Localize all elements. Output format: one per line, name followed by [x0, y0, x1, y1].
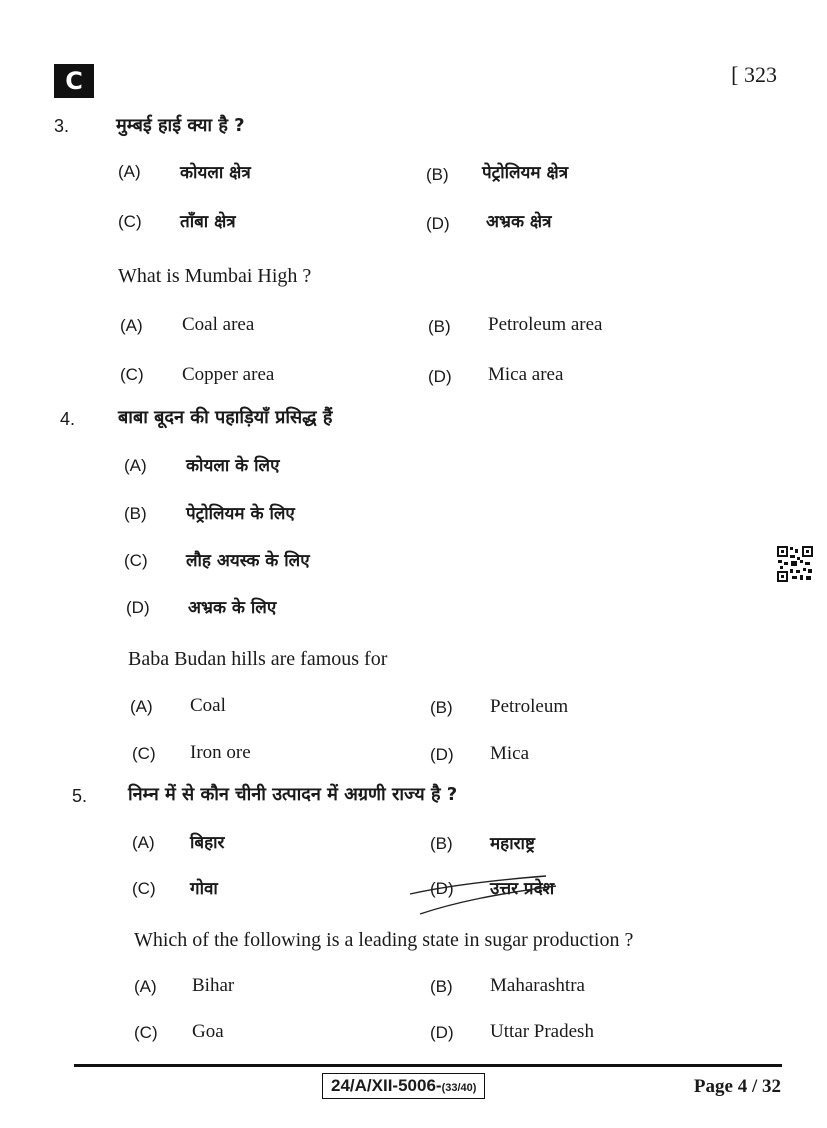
- option-text-hindi: कोयला क्षेत्र: [180, 163, 251, 183]
- question-number: 5.: [72, 786, 88, 806]
- option-text-english: Petroleum area: [488, 314, 603, 335]
- option-key: (D): [430, 745, 454, 764]
- option-text-english: Mica: [490, 743, 530, 764]
- paper-code-main: 24/A/XII-5006-: [331, 1076, 442, 1095]
- option-text-hindi: ताँबा क्षेत्र: [180, 212, 236, 232]
- option-text-english: Mica area: [488, 364, 564, 385]
- option-key: (C): [132, 744, 156, 763]
- option-key: (D): [126, 598, 150, 617]
- option-key: (C): [134, 1023, 158, 1042]
- option-text-english: Goa: [192, 1021, 224, 1042]
- option-text-english: Bihar: [192, 975, 235, 996]
- option-key: (B): [428, 317, 451, 336]
- question-text-english: What is Mumbai High ?: [118, 265, 312, 287]
- option-key: (B): [430, 834, 453, 853]
- option-text-english: Copper area: [182, 364, 275, 385]
- question-text-hindi: निम्न में से कौन चीनी उत्पादन में अग्रणी राज्य है ?: [128, 784, 458, 805]
- option-key: (A): [130, 697, 153, 716]
- option-text-hindi: अभ्रक के लिए: [188, 598, 277, 618]
- option-key: (D): [430, 1023, 454, 1042]
- series-badge: C: [54, 64, 94, 98]
- question-text-english: Which of the following is a leading state in sugar production ?: [134, 929, 634, 951]
- footer-divider: [74, 1064, 782, 1067]
- option-text-hindi: महाराष्ट्र: [490, 834, 535, 854]
- option-text-english: Coal: [190, 695, 226, 716]
- option-key: (B): [426, 165, 449, 184]
- option-text-english: Iron ore: [190, 742, 251, 763]
- option-key: (D): [426, 214, 450, 233]
- option-key: (A): [120, 316, 143, 335]
- option-key: (B): [124, 504, 147, 523]
- option-text-hindi: लौह अयस्क के लिए: [186, 551, 310, 571]
- question-text-english: Baba Budan hills are famous for: [128, 648, 388, 670]
- option-key: (B): [430, 977, 453, 996]
- handwritten-strike-mark: [406, 872, 576, 918]
- option-text-english: Maharashtra: [490, 975, 585, 996]
- option-key: (A): [134, 977, 157, 996]
- option-key: (A): [124, 456, 147, 475]
- option-key: (C): [118, 212, 142, 231]
- option-text-english: Petroleum: [490, 696, 569, 717]
- qr-code-icon: [776, 545, 814, 583]
- option-key: (A): [118, 162, 141, 181]
- question-text-hindi: बाबा बूदन की पहाड़ियाँ प्रसिद्ध हैं: [118, 407, 333, 428]
- option-key: (D): [430, 879, 454, 898]
- option-text-hindi: उत्तर प्रदेश: [490, 879, 555, 899]
- option-text-english: Uttar Pradesh: [490, 1021, 594, 1042]
- question-text-hindi: मुम्बई हाई क्या है ?: [116, 115, 245, 136]
- option-key: (B): [430, 698, 453, 717]
- option-text-hindi: अभ्रक क्षेत्र: [486, 212, 552, 232]
- paper-code: [322, 1073, 485, 1099]
- option-text-hindi: कोयला के लिए: [186, 456, 280, 476]
- paper-code-suffix: (33/40): [441, 1082, 477, 1094]
- option-key: (A): [132, 833, 155, 852]
- question-number: 4.: [60, 409, 76, 429]
- option-text-hindi: पेट्रोलियम क्षेत्र: [482, 163, 569, 183]
- option-key: (D): [428, 367, 452, 386]
- page-number: [ 323: [731, 62, 777, 87]
- footer-page-number: Page 4 / 32: [693, 1076, 781, 1097]
- option-text-hindi: गोवा: [190, 879, 218, 899]
- option-key: (C): [120, 365, 144, 384]
- option-key: (C): [132, 879, 156, 898]
- option-key: (C): [124, 551, 148, 570]
- option-text-hindi: पेट्रोलियम के लिए: [186, 504, 295, 524]
- question-number: 3.: [54, 116, 70, 136]
- option-text-english: Coal area: [182, 314, 255, 335]
- option-text-hindi: बिहार: [190, 833, 225, 853]
